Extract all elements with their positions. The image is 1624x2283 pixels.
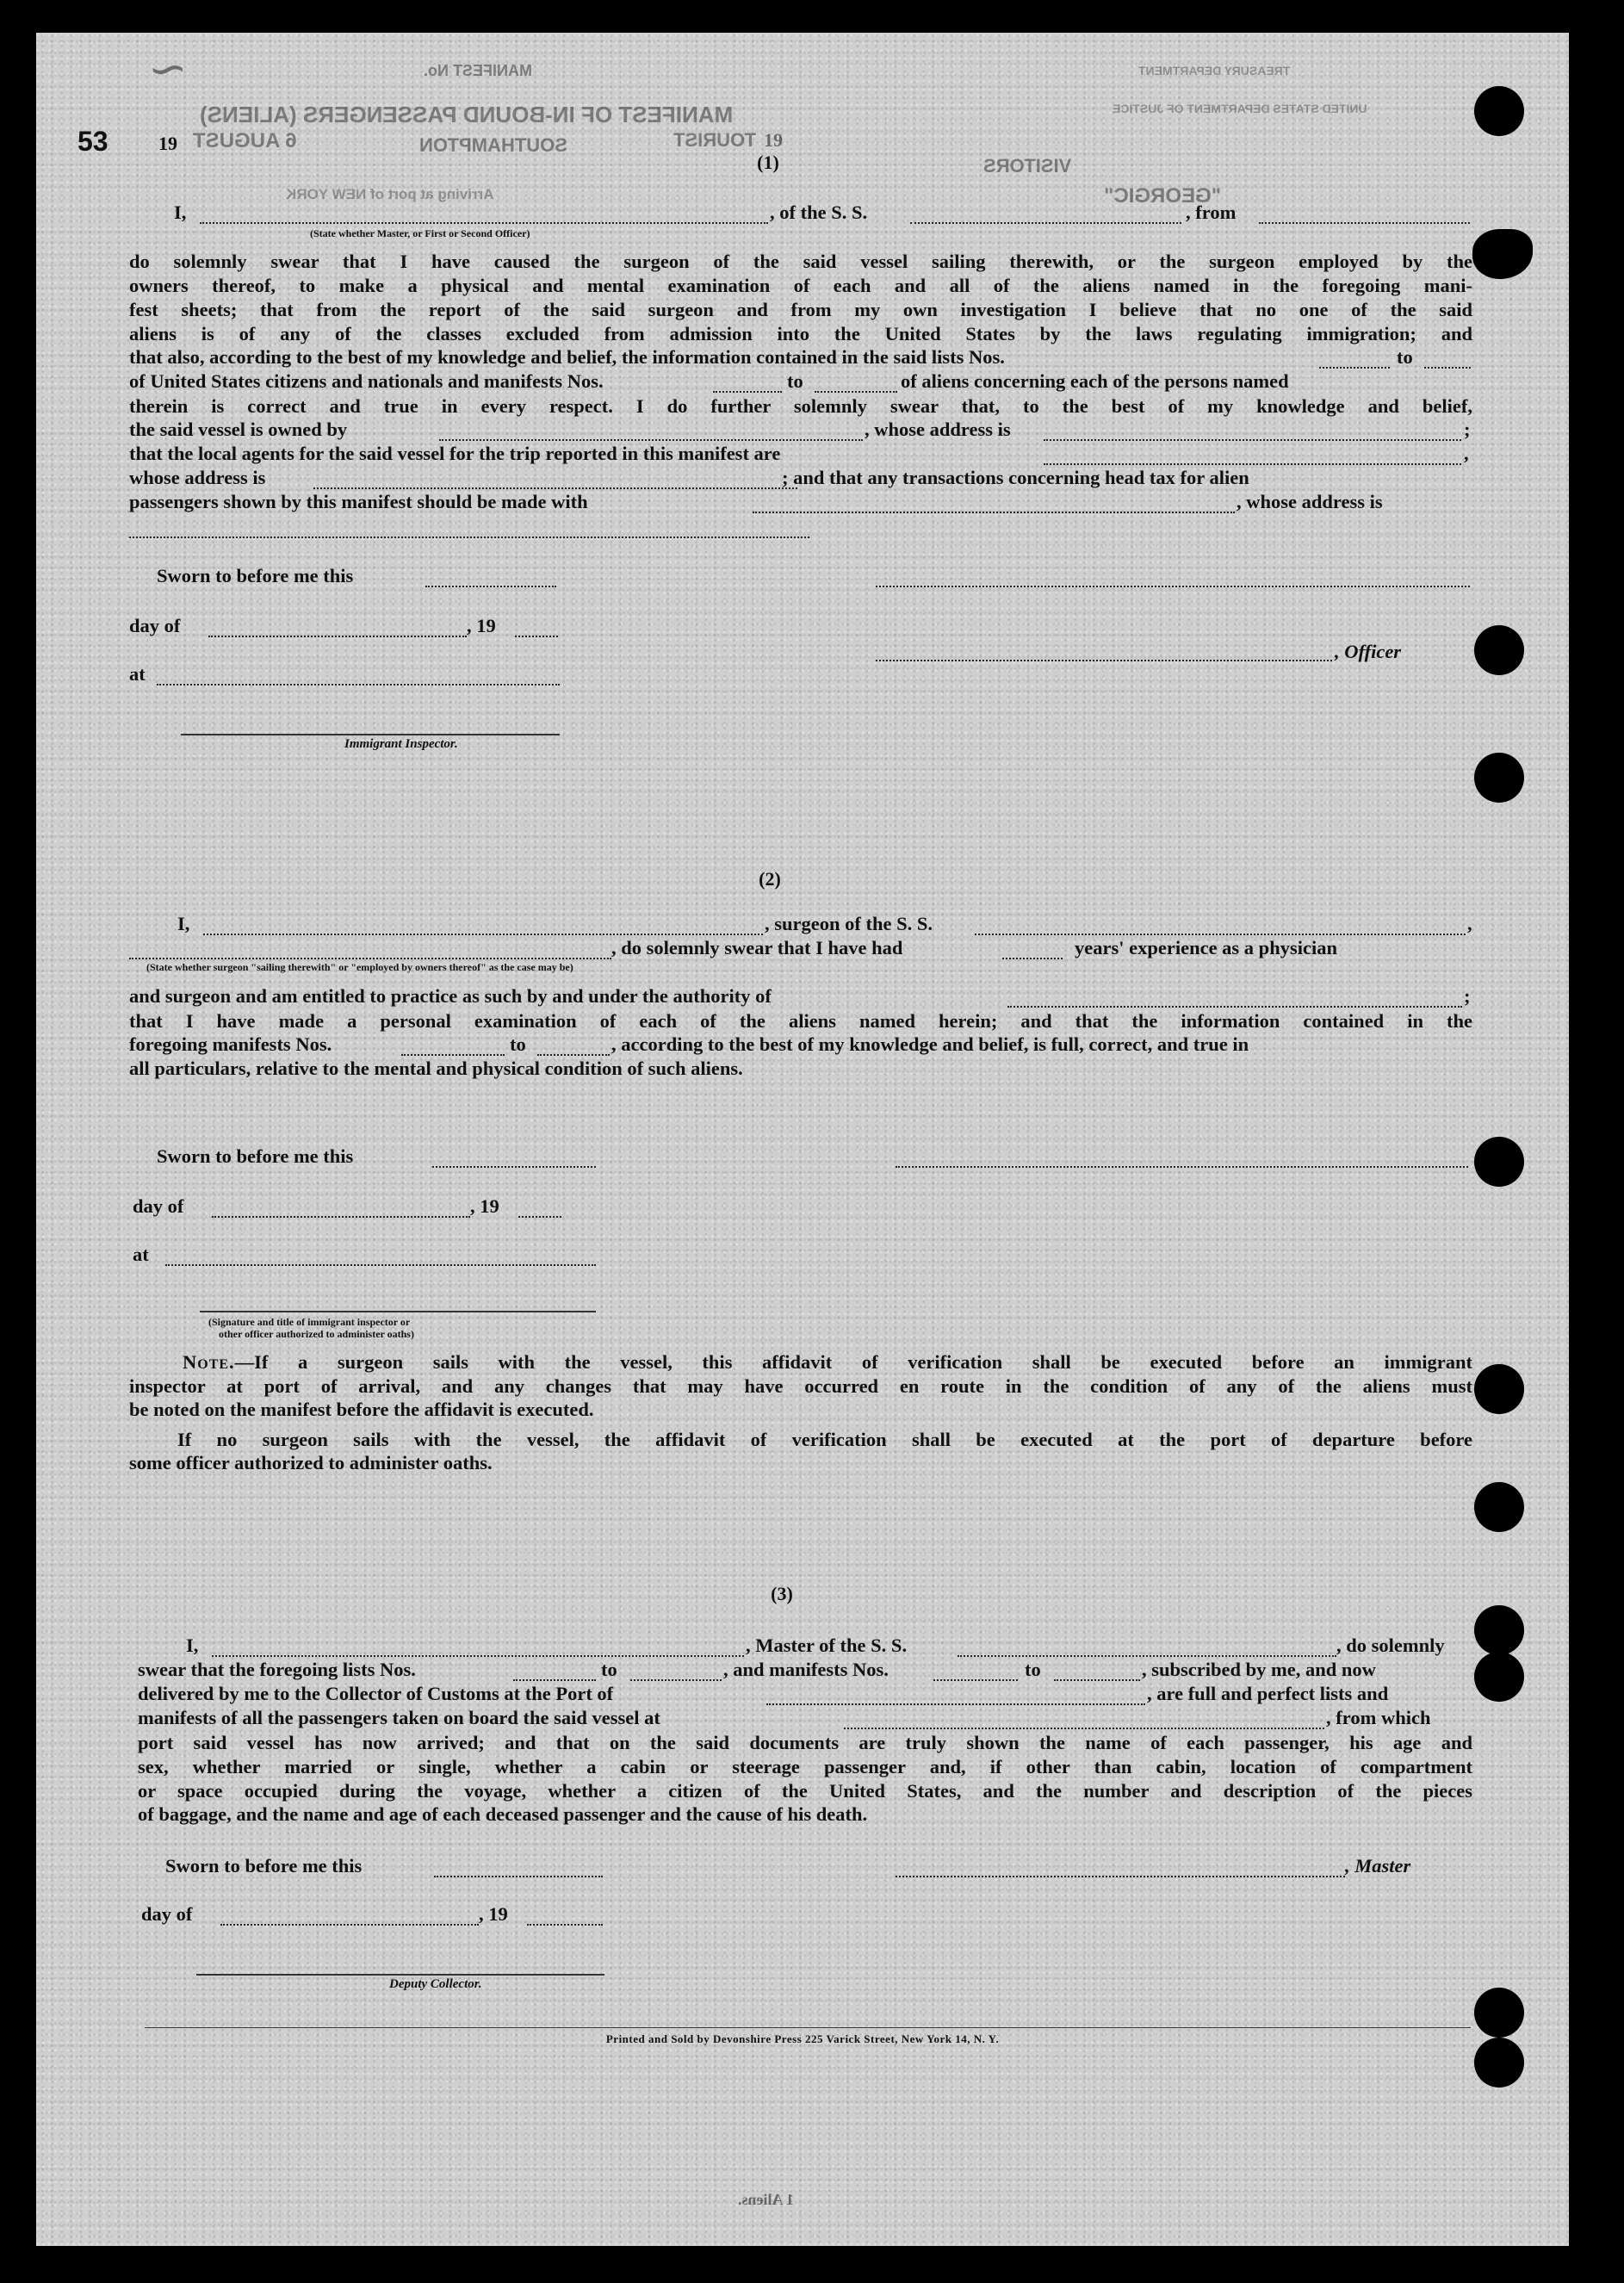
punch-hole [1474,1364,1524,1414]
s1-para-6b: to [787,370,803,392]
ghost-port: SOUTHAMPTON [419,134,567,156]
ghost-manifest-no: MANIFEST No. [424,62,532,79]
ghost-title: MANIFEST OF IN-BOUND PASSENGERS (ALIENS) [200,102,734,127]
ghost-visitors: VISITORS [983,155,1072,177]
s1-at-field[interactable] [157,684,560,686]
s2-year-field[interactable] [518,1216,561,1218]
s3-day-of: day of [141,1903,193,1925]
ghost-arriving: Arriving at port of NEW YORK [286,186,494,202]
s1-para-3: fest sheets; that from the report of the said surgeon and from my own investigation I believe that no one of the said [129,299,1472,320]
s1-signature-field[interactable] [876,586,1470,587]
punch-hole [1474,1137,1524,1187]
s3-para-6: sex, whether married or single, whether a cabin or steerage passenger and, if other than cabin, location of compartment [138,1756,1472,1777]
s3-lists-from-field[interactable] [513,1679,596,1681]
s1-year: , 19 [467,615,496,636]
printer-credit: Printed and Sold by Devonshire Press 225 Varick Street, New York 14, N. Y. [605,2032,1000,2045]
s2-para-3a: foregoing manifests Nos. [129,1033,332,1055]
s3-para-5: port said vessel has now arrived; and that on the said documents are truly shown the name of each passenger, his age and [138,1732,1472,1753]
s3-manifests-from-field[interactable] [933,1679,1018,1681]
punch-hole [1474,86,1524,136]
punch-hole [1472,229,1533,279]
s3-para-8: of baggage, and the name and age of each deceased passenger and the cause of his death. [138,1803,868,1825]
s2-i: I, [177,913,190,934]
s3-l2b: to [601,1659,617,1680]
s3-master: , Master [1345,1855,1411,1877]
s1-sworn: Sworn to before me this [157,565,354,586]
section-3-number: (3) [771,1583,793,1604]
s1-para-5b: to [1397,346,1413,368]
ghost-class: TOURIST [673,129,757,151]
s1-officer: , Officer [1335,641,1402,662]
s2-sig-line[interactable] [200,1311,596,1312]
ghost-ship: "GEORGIC" [1104,184,1222,208]
s3-lists-to-field[interactable] [630,1679,722,1681]
s3-l1c: , do solemnly [1336,1635,1445,1656]
punch-hole [1474,2038,1524,2088]
s3-l2a: swear that the foregoing lists Nos. [138,1659,416,1680]
stamp-year-prefix-faint: 19 [764,129,783,151]
s1-at: at [129,663,146,685]
stamp-number: 53 [77,126,108,157]
s2-authority-field[interactable] [1007,1006,1462,1008]
s2-note-1 [183,1350,1472,1374]
s1-para-8a: the said vessel is owned by [129,419,348,440]
s3-l1b: , Master of the S. S. [746,1635,908,1656]
s1-para-8b: , whose address is [865,419,1011,440]
s1-day-field[interactable] [208,636,467,637]
s1-sworn-field[interactable] [425,586,556,587]
s1-para-11b: , whose address is [1237,491,1383,512]
s2-sig-caption-1: (Signature and title of immigrant inspector or [208,1316,411,1328]
s1-vessel-field[interactable] [910,222,1181,224]
s2-surgeon-name-field[interactable] [203,934,763,935]
s2-vessel-field[interactable] [975,934,1466,935]
s1-para-2: owners thereof, to make a physical and mental examination of each and all of the aliens named in the foregoing mani- [129,275,1472,296]
s3-para-7: or space occupied during the voyage, whether a citizen of the United States, and the number and description of the pieces [138,1780,1472,1802]
ghost-treasury: TREASURY DEPARTMENT [1138,64,1291,78]
s1-officer-sig-field[interactable] [876,660,1332,661]
s2-status-field[interactable] [129,958,611,959]
s2-note-label: Note. [183,1351,235,1373]
s2-caption: (State whether surgeon "sailing therewith" or "employed by owners thereof" as the case may be) [146,961,573,973]
s1-day-of: day of [129,615,181,636]
s3-year: , 19 [479,1903,508,1925]
footer-rule [145,2027,1471,2028]
s2-manifests-to-field[interactable] [537,1054,610,1056]
s1-from: , from [1186,202,1237,223]
s3-l2e: , subscribed by me, and now [1142,1659,1376,1680]
s2-para-2: that I have made a personal examination of each of the aliens named herein; and that the information contained in the [129,1010,1472,1032]
s2-para-1b: ; [1464,985,1471,1007]
s2-sworn-field[interactable] [432,1166,596,1168]
s2-para-1a: and surgeon and am entitled to practice as such by and under the authority of [129,985,772,1007]
s1-para-4: aliens is of any of the classes excluded from admission into the United States by the laws regulating immigration; and [129,323,1472,344]
s3-collector: Deputy Collector. [389,1977,482,1991]
s2-sig-caption-2: other officer authorized to administer oaths) [219,1328,414,1340]
s3-l2c: , and manifests Nos. [723,1659,889,1680]
s1-of-ss: , of the S. S. [770,202,868,223]
s3-day-field[interactable] [220,1924,479,1926]
s1-owner-address-field[interactable] [1044,439,1461,441]
s2-note-3: be noted on the manifest before the affidavit is executed. [129,1399,594,1420]
s1-owner-field[interactable] [439,439,863,441]
s1-manifests-from-field[interactable] [713,391,782,393]
s1-para-5a: that also, according to the best of my knowledge and belief, the information contained in the said lists Nos. [129,346,1005,368]
s3-l3b: , are full and perfect lists and [1147,1683,1389,1704]
s1-from-field[interactable] [1259,222,1470,224]
s1-para-8c: ; [1464,419,1471,440]
s1-inspector-line[interactable] [181,734,560,735]
s3-manifests-to-field[interactable] [1054,1679,1140,1681]
s1-headtax-field[interactable] [753,512,1235,513]
s1-para-11a: passengers shown by this manifest should be made with [129,491,588,512]
s1-manifests-to-field[interactable] [815,391,897,393]
punch-hole [1474,1652,1524,1702]
handwritten-mark: ∽ [144,39,191,98]
ghost-date: 6 AUGUST [193,129,297,152]
bottom-mark: 1 Aliens. [738,2191,795,2208]
section-2-number: (2) [759,868,781,890]
s1-year-field[interactable] [515,636,558,637]
s3-port-field[interactable] [766,1703,1145,1705]
s2-day-of: day of [133,1195,184,1217]
punch-hole [1474,1482,1524,1532]
s1-agents-address-field[interactable] [313,487,797,489]
s3-l4b: , from which [1326,1707,1431,1728]
s2-l2a: , do solemnly swear that I have had [611,937,903,958]
s1-para-10a: whose address is [129,467,266,488]
s3-l3a: delivered by me to the Collector of Customs at the Port of [138,1683,614,1704]
s1-para-1: do solemnly swear that I have caused the surgeon of the said vessel sailing therewith, or the surgeon employed by the [129,251,1472,272]
s3-l4a: manifests of all the passengers taken on board the said vessel at [138,1707,660,1728]
s1-headtax-address-field[interactable] [129,537,809,538]
s1-inspector: Immigrant Inspector. [344,737,458,751]
s2-note-4: If no surgeon sails with the vessel, the affidavit of verification shall be executed at the port of departure before [177,1429,1472,1450]
s3-l1a: I, [186,1635,199,1656]
punch-hole [1474,625,1524,675]
s1-caption: (State whether Master, or First or Second Officer) [310,227,530,239]
s2-l2b: years' experience as a physician [1075,937,1337,958]
stamp-year-prefix: 19 [158,133,177,154]
s3-vessel-field[interactable] [958,1655,1336,1657]
s1-i: I, [174,202,187,223]
s3-master-sig-field[interactable] [896,1876,1345,1877]
s1-para-9b: , [1464,443,1469,464]
s3-l2d: to [1025,1659,1041,1680]
s3-sworn: Sworn to before me this [165,1855,363,1877]
s2-sworn: Sworn to before me this [157,1145,354,1167]
manifest-page [36,33,1569,2246]
s1-lists-from-field[interactable] [1319,367,1390,369]
s2-signature-field[interactable] [896,1166,1468,1168]
s2-l1-end: , [1467,913,1472,934]
s1-para-7: therein is correct and true in every respect. I do further solemnly swear that, to the best of my knowledge and belief, [129,395,1472,417]
s2-para-3c: , according to the best of my knowledge and belief, is full, correct, and true in [611,1033,1249,1055]
section-1-number: (1) [757,152,779,173]
s1-para-10b: ; and that any transactions concerning head tax for alien [782,467,1249,488]
s3-year-field[interactable] [527,1924,603,1926]
s2-note-2: inspector at port of arrival, and any changes that may have occurred en route in the condition of any of the aliens must [129,1375,1472,1397]
s3-sworn-field[interactable] [434,1876,603,1877]
s2-at-field[interactable] [165,1264,596,1266]
punch-hole [1474,1605,1524,1655]
s2-note-text-1: —If a surgeon sails with the vessel, this affidavit of verification shall be executed before an immigrant [234,1351,1472,1373]
s1-para-6c: of aliens concerning each of the persons named [901,370,1289,392]
s1-para-6a: of United States citizens and nationals and manifests Nos. [129,370,604,392]
s3-boarding-port-field[interactable] [844,1728,1324,1729]
s1-lists-to-field[interactable] [1424,367,1471,369]
s2-para-3b: to [510,1033,526,1055]
ghost-dept: UNITED STATES DEPARTMENT OF JUSTICE [1113,102,1367,115]
s2-year: , 19 [470,1195,499,1217]
s1-para-9a: that the local agents for the said vessel for the trip reported in this manifest are [129,443,781,464]
s1-officer-name-field[interactable] [200,222,768,224]
s2-years-field[interactable] [1002,958,1063,959]
s2-para-4: all particulars, relative to the mental and physical condition of such aliens. [129,1058,743,1079]
s2-at: at [133,1244,149,1265]
s3-collector-line[interactable] [196,1974,604,1976]
punch-hole [1474,1988,1524,2038]
punch-hole [1474,753,1524,803]
s1-agents-field[interactable] [1044,463,1461,465]
s2-day-field[interactable] [212,1216,470,1218]
s3-master-name-field[interactable] [212,1655,744,1657]
s2-note-5: some officer authorized to administer oaths. [129,1452,493,1473]
s2-surgeon: , surgeon of the S. S. [765,913,933,934]
s2-manifests-from-field[interactable] [401,1054,505,1056]
